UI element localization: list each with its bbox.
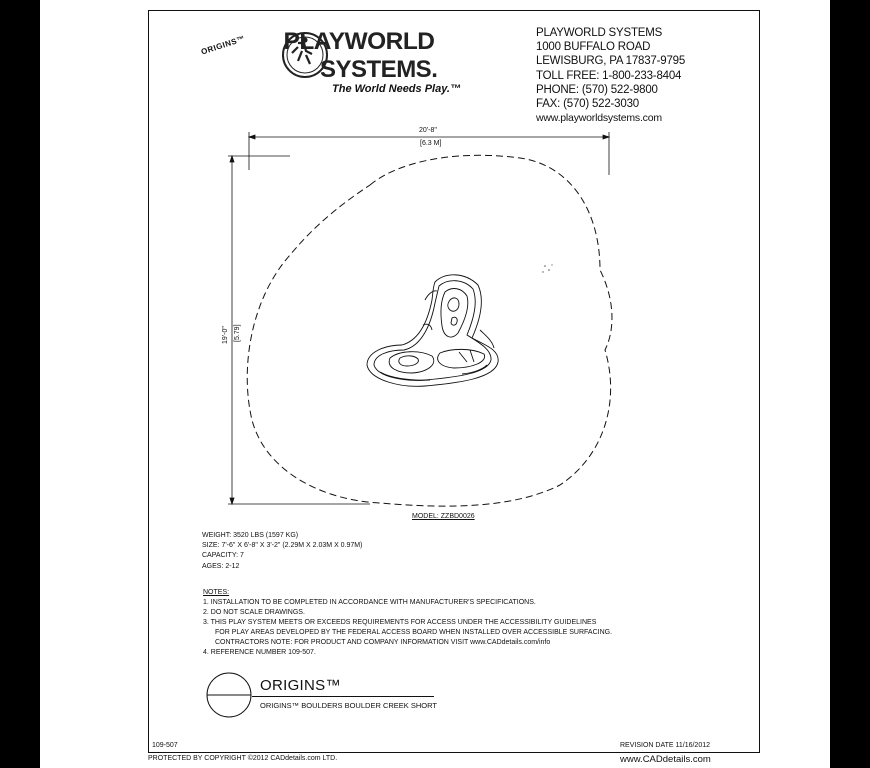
surface-speckle <box>542 264 552 272</box>
notes-header: NOTES: <box>203 589 230 596</box>
title-block-symbol <box>207 673 251 717</box>
width-dimension-label: 20'-8" <box>419 127 437 134</box>
address-line: PLAYWORLD SYSTEMS <box>536 27 663 39</box>
spec-line: SIZE: 7'-6" X 6'-8" X 3'-2" (2.29M X 2.03M X 0.97M) <box>202 542 363 550</box>
address-line: FAX: (570) 522-3030 <box>536 98 639 111</box>
boulder-creek-plan <box>367 275 498 386</box>
specifications-block <box>202 531 362 572</box>
note-line: 2. DO NOT SCALE DRAWINGS. <box>203 609 305 616</box>
spec-line: WEIGHT: 3520 LBS (1597 KG) <box>202 532 299 539</box>
model-number: MODEL: ZZBD0026 <box>412 513 475 520</box>
origins-badge-logo: ORIGINS™ <box>200 33 247 57</box>
note-line: CONTRACTORS NOTE: FOR PRODUCT AND COMPANY INFORMATION VISIT www.CADdetails.com/info <box>215 639 551 646</box>
note-line: 1. INSTALLATION TO BE COMPLETED IN ACCORDANCE WITH MANUFACTURER'S SPECIFICATIONS. <box>203 599 536 606</box>
address-line: LEWISBURG, PA 17837-9795 <box>536 55 686 68</box>
address-line: 1000 BUFFALO ROAD <box>536 41 651 54</box>
company-address-block <box>536 26 685 125</box>
notes-block <box>203 588 612 658</box>
caddetails-link[interactable]: www.CADdetails.com <box>620 754 711 765</box>
height-dimension-line <box>228 156 370 504</box>
note-line: 3. THIS PLAY SYSTEM MEETS OR EXCEEDS REQUIREMENTS FOR ACCESS UNDER THE ACCESSIBILITY GUIDELINES <box>203 619 597 626</box>
address-line: TOLL FREE: 1-800-233-8404 <box>536 69 682 82</box>
height-dimension-metric: [5.79] <box>234 324 241 342</box>
drawing-subtitle: ORIGINS™ BOULDERS BOULDER CREEK SHORT <box>260 701 437 710</box>
copyright-notice: PROTECTED BY COPYRIGHT ©2012 CADdetails.com LTD. <box>148 755 338 762</box>
height-dimension-label: 19'-0" <box>222 326 229 344</box>
spec-line: CAPACITY: 7 <box>202 552 244 560</box>
note-line: FOR PLAY AREAS DEVELOPED BY THE FEDERAL ACCESS BOARD WHEN INSTALLED OVER ACCESSIBLE SURFACING. <box>215 629 613 636</box>
title-underline <box>252 696 434 697</box>
playworld-logo-wordmark: PLAYWORLD <box>283 28 435 55</box>
address-line: www.playworldsystems.com <box>536 112 662 125</box>
reference-number: 109-507 <box>152 742 178 749</box>
width-dimension-metric: [6.3 M] <box>420 140 442 147</box>
use-zone-boundary <box>247 155 612 506</box>
logo-tagline: The World Needs Play.™ <box>332 83 461 95</box>
systems-logo-wordmark: SYSTEMS. <box>320 56 438 83</box>
spec-line: AGES: 2-12 <box>202 562 240 570</box>
width-dimension-line <box>249 132 609 175</box>
drawing-sheet <box>40 0 830 768</box>
revision-date: REVISION DATE 11/16/2012 <box>620 742 711 749</box>
note-line: 4. REFERENCE NUMBER 109-507. <box>203 649 316 656</box>
address-line: PHONE: (570) 522-9800 <box>536 83 658 96</box>
drawing-title: ORIGINS™ <box>260 677 341 694</box>
